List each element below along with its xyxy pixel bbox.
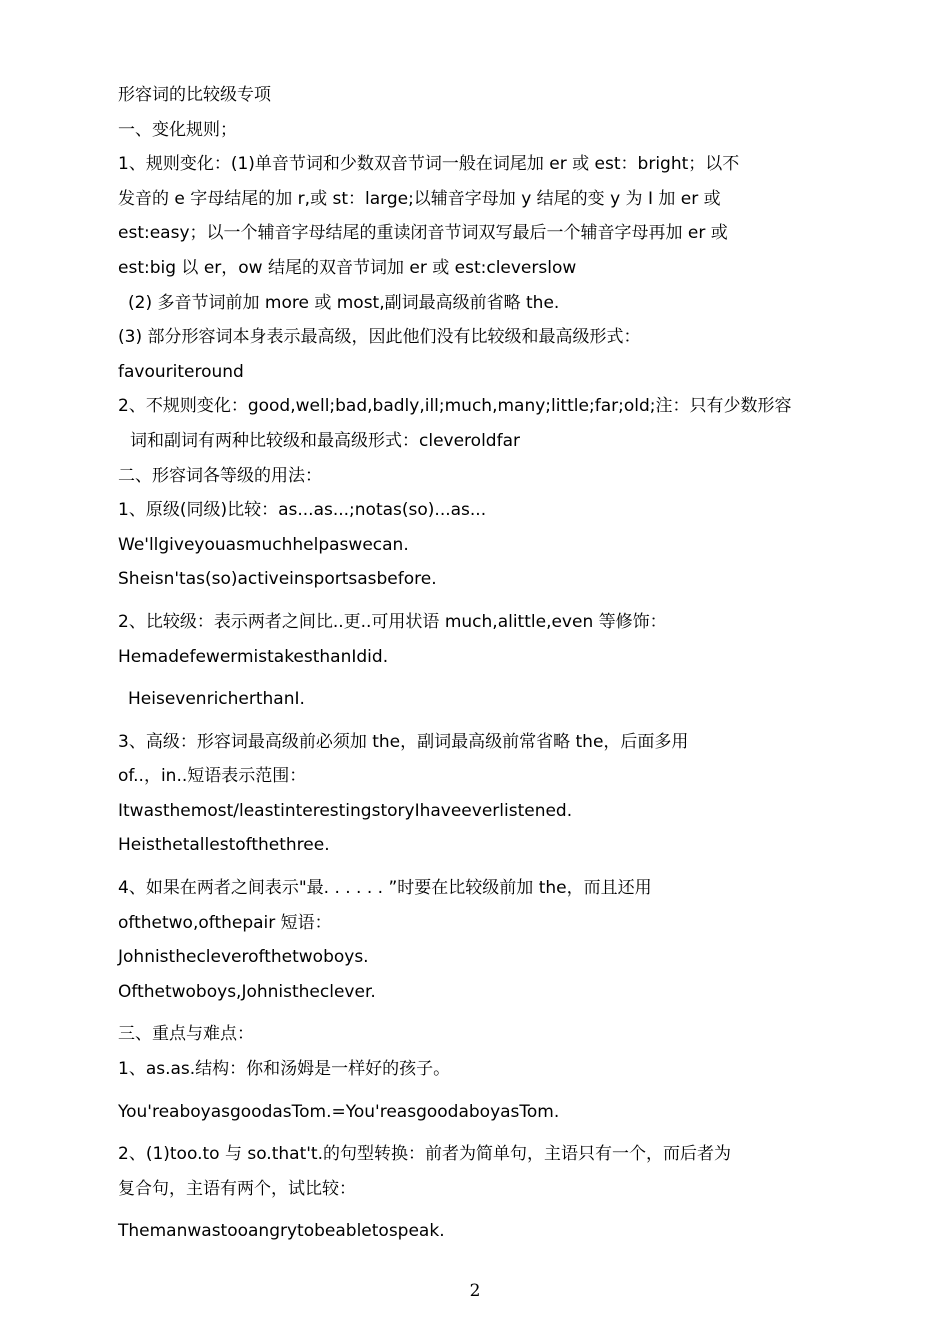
example-sentence: Heisthetallestofthethree. <box>118 835 330 856</box>
document-title: 形容词的比较级专项 <box>118 85 271 105</box>
text-line: 词和副词有两种比较级和最高级形式：cleveroldfar <box>130 430 520 451</box>
example-sentence: You'reaboyasgoodasTom.=You'reasgoodaboyasTom. <box>118 1101 560 1122</box>
section-heading: 一、变化规则； <box>118 119 237 140</box>
text-line: 2、比较级：表示两者之间比..更..可用状语 much,alittle,even 等修饰： <box>118 611 667 632</box>
text-line: 发音的 e 字母结尾的加 r,或 st：large;以辅音字母加 y 结尾的变 y 为 I 加 er 或 <box>118 188 721 209</box>
example-sentence: HeisevenricherthanI. <box>128 689 305 710</box>
example-sentence: Themanwastooangrytobeabletospeak. <box>118 1221 445 1242</box>
document-body <box>118 78 838 1249</box>
text-line: 4、如果在两者之间表示"最. . . . . . ”时要在比较级前加 the，而且还用 <box>118 878 652 899</box>
text-line: (2) 多音节词前加 more 或 most,副词最高级前省略 the. <box>128 292 560 313</box>
text-line: 3、高级：形容词最高级前必须加 the，副词最高级前常省略 the，后面多用 <box>118 731 689 752</box>
text-line: (3) 部分形容词本身表示最高级，因此他们没有比较级和最高级形式： <box>118 327 641 348</box>
text-line: 1、原级(同级)比较：as...as...;notas(so)...as... <box>118 500 487 521</box>
text-line: est:big 以 er，ow 结尾的双音节词加 er 或 est:cleverslow <box>118 257 577 278</box>
text-line: 2、(1)too.to 与 so.that't.的句型转换：前者为简单句，主语只有一个，而后者为 <box>118 1144 731 1165</box>
text-line: 2、不规则变化：good,well;bad,badly,ill;much,many;little;far;old;注：只有少数形容 <box>118 396 792 417</box>
section-heading: 二、形容词各等级的用法： <box>118 465 322 486</box>
page-number: 2 <box>469 1281 481 1301</box>
text-line: ofthetwo,ofthepair 短语： <box>118 912 332 933</box>
text-line: 1、规则变化：(1)单音节词和少数双音节词一般在词尾加 er 或 est：bright；以不 <box>118 154 740 175</box>
text-line: est:easy；以一个辅音字母结尾的重读闭音节词双写最后一个辅音字母再加 er 或 <box>118 223 728 244</box>
section-heading: 三、重点与难点： <box>118 1024 254 1045</box>
example-sentence: Johnisthecleverofthetwoboys. <box>118 947 369 968</box>
example-sentence: Ofthetwoboys,Johnistheclever. <box>118 981 376 1002</box>
example-sentence: We'llgiveyouasmuchhelpaswecan. <box>118 534 409 555</box>
example-sentence: HemadefewermistakesthanIdid. <box>118 646 389 667</box>
text-line: of..，in..短语表示范围： <box>118 766 307 787</box>
example-sentence: Sheisn'tas(so)activeinsportsasbefore. <box>118 569 437 590</box>
text-line: 复合句，主语有两个，试比较： <box>118 1178 356 1199</box>
text-line: favouriteround <box>118 361 244 382</box>
example-sentence: Itwasthemost/leastinterestingstoryIhaveeverlistened. <box>118 800 573 821</box>
text-line: 1、as.as.结构：你和汤姆是一样好的孩子。 <box>118 1059 451 1080</box>
